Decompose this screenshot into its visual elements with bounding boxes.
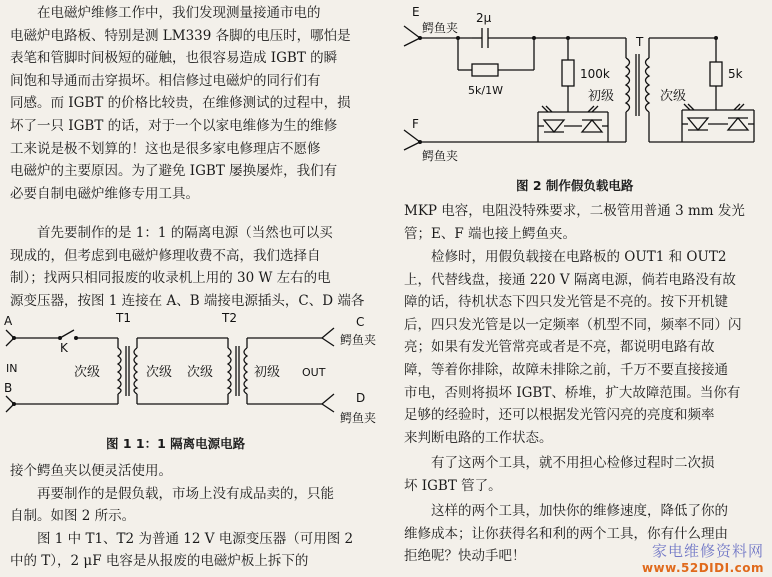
text-line: 再要制作的是假负载，市场上没有成品卖的，只能: [37, 485, 334, 502]
label-clip-e: 鳄鱼夹: [422, 21, 459, 35]
figure-2-dummy-load-circuit: [398, 0, 772, 172]
watermark-title: 家电维修资料网: [651, 542, 764, 560]
text-line: 拒绝呢？快动手吧！: [404, 548, 526, 565]
text-line: 自制。如图 2 所示。: [10, 508, 136, 525]
label-a: A: [4, 314, 13, 328]
label-resistor-5k: 5k: [728, 67, 743, 81]
right-para-2: [404, 246, 770, 449]
text-line: 电磁炉电路板、特别是测 LM339 各脚的电压时，哪怕是: [10, 27, 351, 44]
left-para-3: [10, 460, 382, 573]
label-e: E: [412, 5, 420, 19]
label-primary: 初级: [588, 89, 615, 104]
text-line: 工来说是极不划算的！这也是很多家电修理店不愿修: [10, 140, 321, 157]
text-line: 中的 T），2 μF 电容是从报废的电磁炉板上拆下的: [10, 553, 309, 570]
text-line: 市电，否则将损坏 IGBT、桥堆，扩大故障范围。当你有: [404, 384, 741, 401]
text-line: 亮；如果有发光管常亮或者是不亮，都说明电路有故: [404, 339, 715, 356]
text-line: 检修时，用假负载接在电路板的 OUT1 和 OUT2: [431, 249, 727, 265]
label-secondary-3: 次级: [187, 365, 214, 380]
text-line: 足够的经验时，还可以根据发光管闪亮的亮度和频率: [404, 407, 715, 424]
text-line: 在电磁炉维修工作中，我们发现测量接通市电的: [37, 5, 321, 21]
label-t1: T1: [116, 311, 131, 325]
text-line: 接个鳄鱼夹以便灵活使用。: [10, 463, 172, 479]
label-secondary-1: 次级: [74, 365, 101, 380]
label-secondary: 次级: [660, 89, 687, 104]
label-t2: T2: [222, 311, 237, 325]
label-clip-f: 鳄鱼夹: [422, 149, 459, 163]
text-line: 有了这两个工具，就不用担心检修过程时二次损: [431, 455, 715, 471]
text-line: 这样的两个工具，加快你的维修速度，降低了你的: [431, 503, 728, 519]
label-primary: 初级: [254, 365, 281, 380]
label-capacitor: 2μ: [476, 11, 492, 25]
text-line: 制）；找两只相同报废的收录机上用的 30 W 左右的电: [10, 270, 331, 287]
text-line: 图 1 中 T1、T2 为普通 12 V 电源变压器（可用图 2: [37, 530, 354, 547]
text-line: 坏 IGBT 管了。: [404, 477, 502, 494]
label-secondary-2: 次级: [146, 365, 173, 380]
figure-2-caption: 图 2 制作假负载电路: [516, 178, 634, 193]
label-c: C: [356, 315, 365, 329]
text-line: 来判断电路的工作状态。: [404, 429, 553, 446]
label-resistor-100k: 100k: [580, 67, 610, 81]
text-line: 障，等着你排除，故障未排除之前，千万不要直接接通: [404, 361, 728, 378]
label-clip-d: 鳄鱼夹: [340, 411, 377, 425]
label-d: D: [356, 391, 366, 405]
left-para-1: [10, 2, 382, 205]
left-para-2: [10, 222, 382, 312]
right-para-3: [404, 452, 770, 497]
figure-1-isolation-power-circuit: [0, 308, 384, 440]
text-line: 管；E、F 端也接上鳄鱼夹。: [404, 225, 577, 242]
label-b: B: [4, 381, 13, 395]
right-para-1: [404, 200, 770, 245]
text-line: 障的话，待机状态下四只发光管是不亮的。按下开机键: [404, 294, 728, 311]
watermark-url: www.52DIDI.com: [641, 561, 764, 575]
label-t: T: [636, 35, 644, 49]
text-line: 现成的，但考虑到电磁炉修理收费不高，我们选择自: [10, 247, 321, 264]
site-watermark: [642, 540, 764, 575]
text-line: 上，代替线盘，接通 220 V 隔离电源，倘若电路没有故: [404, 271, 736, 288]
text-line: 电磁炉的主要原因。为了避免 IGBT 屡换屡炸，我们有: [10, 163, 338, 180]
text-line: MKP 电容，电阻没特殊要求，二极管用普通 3 mm 发光: [404, 203, 745, 219]
text-line: 必要自制电磁炉维修专用工具。: [10, 185, 199, 202]
text-line: 坏了一只 IGBT 的话，对于一个以家电维修为生的维修: [10, 117, 338, 134]
text-line: 维修成本；让你获得名和利的两个工具，你有什么理由: [404, 525, 728, 542]
figure-1-caption: 图 1 1：1 隔离电源电路: [106, 436, 246, 451]
text-line: 间饱和导通而击穿损坏。相信修过电磁炉的同行们有: [10, 72, 321, 89]
label-f: F: [412, 117, 419, 131]
label-k: K: [60, 341, 68, 355]
label-out: OUT: [302, 366, 326, 379]
text-line: 表笔和管脚时间极短的碰触，也很容易造成 IGBT 的瞬: [10, 50, 338, 67]
text-line: 后，四只发光管是以一定频率（机型不同，频率不同）闪: [404, 316, 742, 333]
text-line: 首先要制作的是 1：1 的隔离电源（当然也可以买: [37, 225, 333, 241]
label-resistor-5k-1w: 5k/1W: [468, 84, 503, 97]
label-in: IN: [6, 362, 18, 375]
label-clip-c: 鳄鱼夹: [340, 333, 377, 347]
text-line: 源变压器，按图 1 连接在 A、B 端接电源插头，C、D 端各: [10, 292, 365, 309]
text-line: 同感。而 IGBT 的价格比较贵，在维修测试的过程中，损: [10, 95, 351, 112]
